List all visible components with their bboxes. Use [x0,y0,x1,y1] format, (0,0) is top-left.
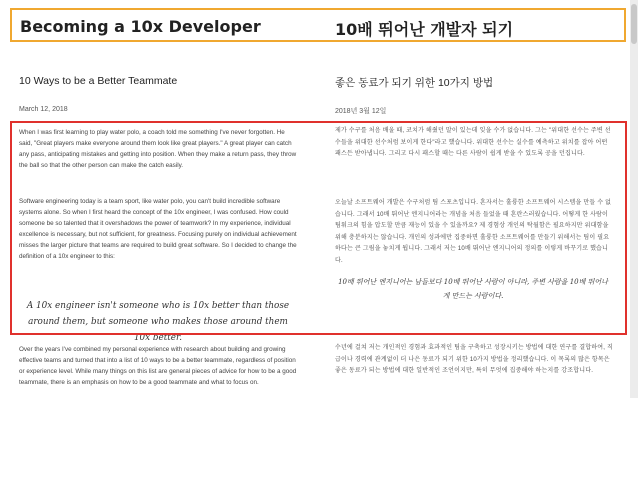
paragraph-ko-2: 오늘날 소프트웨어 개발은 수구처럼 팀 스포츠입니다. 혼자서는 훌륭한 소프트웨어 시스템을 만들 수 없습니다. 그래서 10배 뛰어난 엔지니어라는 개념을 처음 들었을 때 혼란스러웠습니다. 어떻게 한 사람이 팀워크의 힘을 압도할 만큼 재능이 있을 수 있을까요? 제 경험상 개인의 탁월함은 필요하지만 위대함을 위해 충분하지는 않습니다. 개인의 성과에만 집중하면 훌륭한 소프트웨어를 만들기 위해서는 팀이 필요하다는 큰 그림을 놓치게 됩니다. 그래서 저는 10배 뛰어난 엔지니어의 정의를 이렇게 바꾸기로 했습니다. [335,200,612,264]
title-highlight-box [10,8,626,42]
date-ko: 2018년 3월 12일 [335,108,387,115]
quote-en: A 10x engineer isn't someone who is 10x better than those around them, but someone who makes those around them 10x better. [26,301,290,343]
date-en: March 12, 2018 [19,106,68,113]
paragraph-en-3: Over the years I've combined my personal experience with research about building and growing effective teams and turned that into a list of 10 ways to be a better teammate, regardless of position or experience level. While many things on this list are general pieces of advice for how to be a good teammate, there is an emphasis on how to be a good teammate and what to focus on. [19,346,297,386]
body-highlight-box [10,121,627,335]
subtitle-ko: 좋은 동료가 되기 위한 10가지 방법 [335,77,494,89]
quote-ko: 10배 뛰어난 엔지니어는 남들보다 10배 뛰어난 사람이 아니라, 주변 사람을 10배 뛰어나게 만드는 사람이다. [338,278,608,300]
paragraph-en-2: Software engineering today is a team sport, like water polo, you can't build incredible software systems alone. So when I first heard the concept of the 10x engineer, I was confused. How could someone be so talented that it overshadows the power of teamwork? In my experience, individual excellence is necessary, but not sufficient, for greatness. Focusing purely on individual achievement misses the larger picture that teams are required to build great software. So I decided to change the definition of a 10x engineer to this: [19,198,297,260]
article-title-en: Becoming a 10x Developer [20,17,261,36]
paragraph-en-1: When I was first learning to play water polo, a coach told me something I've never forgotten. He said, "Great players make everyone around them look like great players." A great player can catch any pass, anticipating mistakes and getting into position. When they make a return pass, they throw the ball so that the other person can make the catch easily. [19,129,297,169]
subtitle-en: 10 Ways to be a Better Teammate [19,75,178,87]
scrollbar-thumb[interactable] [631,4,637,44]
paragraph-ko-3: 수년에 걸쳐 저는 개인적인 경험과 효과적인 팀을 구축하고 성장시키는 방법에 대한 연구를 결합하여, 직급이나 경력에 관계없이 더 나은 동료가 되기 위한 10가지 방법을 정리했습니다. 이 목록의 많은 항목은 좋은 동료가 되는 방법에 대한 일반적인 조언이지만, 특히 무엇에 집중해야 하는지를 강조합니다. [335,345,613,374]
scrollbar[interactable] [630,0,638,398]
paragraph-ko-1: 제가 수구를 처음 배울 때, 코치가 해줬던 말이 있는데 잊을 수가 없습니다. 그는 "위대한 선수는 주변 선수들을 위대한 선수처럼 보이게 한다"라고 했습니다. 위대한 선수는 실수를 예측하고 위치를 잡아 어떤 패스든 받아냅니다. 그리고 다시 패스할 때는 다른 사람이 쉽게 받을 수 있도록 공을 던집니다. [335,128,611,157]
article-title-ko: 10배 뛰어난 개발자 되기 [335,20,514,39]
